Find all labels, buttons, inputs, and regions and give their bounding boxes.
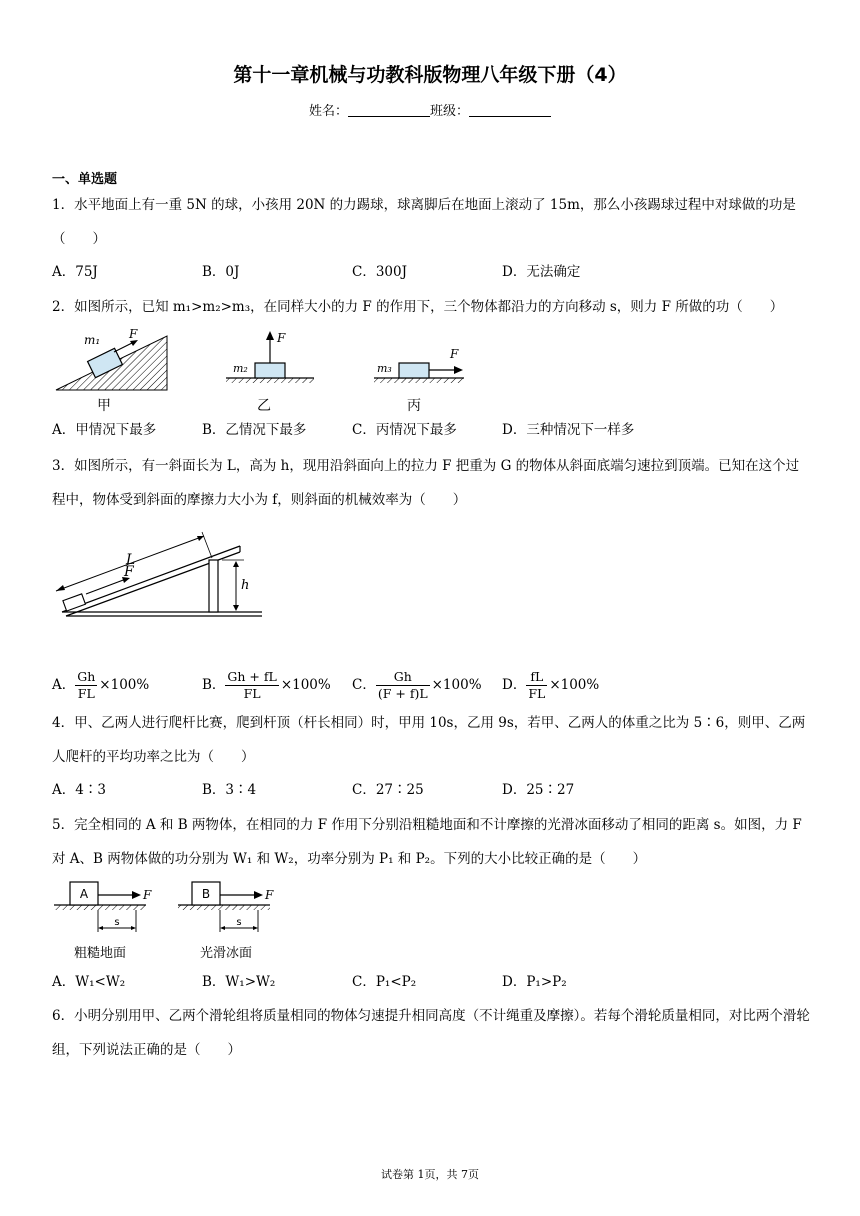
question-3-text: 3．如图所示，有一斜面长为 L，高为 h，现用沿斜面向上的拉力 F 把重为 G 的物体从斜面底端匀速拉到顶端。已知在这个过程中，物体受到斜面的摩擦力大小为 f，则斜面的机械效率为（ ） [52,458,800,508]
option-a[interactable]: A．W₁<W₂ [52,974,126,990]
figure-rough-ground [54,882,152,961]
page-footer: 试卷第 1页，共 7页 [381,1168,479,1181]
question-2-text: 2．如图所示，已知 m₁>m₂>m₃，在同样大小的力 F 的作用下，三个物体都沿力的方向移动 s，则力 F 所做的功（ ） [52,299,784,315]
option-b[interactable]: B．0J [202,264,240,280]
figure-smooth-ice [178,882,274,961]
class-blank[interactable] [469,104,551,117]
question-1-text: 1．水平地面上有一重 5N 的球，小孩用 20N 的力踢球，球离脚后在地面上滚动了 15m，那么小孩踢球过程中对球做的功是（ ） [52,197,796,247]
caption-yi: 乙 [257,398,271,414]
label-s-a: s [114,917,120,928]
page-title: 第十一章机械与功教科版物理八年级下册（4） [233,64,627,86]
question-4-text: 4．甲、乙两人进行爬杆比赛，爬到杆顶（杆长相同）时，甲用 10s，乙用 9s，若甲、乙两人的体重之比为 5∶6，则甲、乙两人爬杆的平均功率之比为（ ） [52,715,806,765]
option-a[interactable]: A．4∶3 [52,782,106,798]
option-a[interactable]: A． $\frac{Gh}{FL}$ ×100% [52,669,150,701]
figure-incline-jia [56,327,167,390]
option-c[interactable]: C．27∶25 [352,782,424,798]
name-blank[interactable] [348,104,430,117]
option-c[interactable]: C． $\frac{Gh}{(F + f)L}$ ×100% [352,669,482,701]
label-f1: F [129,327,138,341]
option-c[interactable]: C．300J [352,264,408,280]
label-l: L [126,552,136,568]
caption-bing: 丙 [407,398,421,414]
option-b[interactable]: B．3∶4 [202,782,257,798]
label-f-a: F [143,888,152,902]
student-info-line [0,100,860,119]
question-2-figure [52,322,492,416]
figure-vertical-yi [226,331,314,383]
option-b[interactable]: B．乙情况下最多 [202,422,307,438]
option-a[interactable]: A．甲情况下最多 [52,422,157,438]
option-d[interactable]: D．无法确定 [502,264,581,280]
option-c[interactable]: C．P₁<P₂ [352,974,417,990]
caption-smooth: 光滑冰面 [199,946,253,961]
option-b[interactable]: B．W₁>W₂ [202,974,276,990]
caption-rough: 粗糙地面 [73,946,127,961]
option-b[interactable]: B． $\frac{Gh + fL}{FL}$ ×100% [202,669,331,701]
question-5-figure [52,878,292,966]
option-d[interactable]: D．25∶27 [502,782,575,798]
label-a: A [79,887,89,901]
caption-jia: 甲 [97,398,111,414]
question-3-figure [52,518,267,620]
name-label: 姓名： [308,104,348,119]
option-d[interactable]: D．三种情况下一样多 [502,422,635,438]
label-f2: F [277,331,286,345]
label-f3: F [450,347,459,361]
figure-horizontal-bing [374,347,464,383]
label-m3: m₃ [377,362,392,375]
label-f: F [124,564,134,580]
question-5-text: 5．完全相同的 A 和 B 两物体，在相同的力 F 作用下分别沿粗糙地面和不计摩擦的光滑冰面移动了相同的距离 s。如图，力 F 对 A、B 两物体做的功分别为 W₁ 和 W₂，功率分别为 P₁ 和 P₂。下列的大小比较正确的是（ ） [52,817,802,867]
section-title: 一、单选题 [52,172,118,187]
label-b: B [201,887,211,901]
option-c[interactable]: C．丙情况下最多 [352,422,457,438]
label-m1: m₁ [84,333,101,347]
label-f-b: F [265,888,274,902]
option-d[interactable]: D．P₁>P₂ [502,974,567,990]
question-6-text: 6．小明分别用甲、乙两个滑轮组将质量相同的物体匀速提升相同高度（不计绳重及摩擦）。若每个滑轮质量相同，对比两个滑轮组，下列说法正确的是（ ） [52,1008,810,1058]
class-label: 班级： [430,104,470,119]
label-m2: m₂ [233,362,248,375]
option-d[interactable]: D． $\frac{fL}{FL}$ ×100% [502,669,600,701]
label-h: h [241,578,250,593]
label-s-b: s [236,917,242,928]
option-a[interactable]: A．75J [52,264,98,280]
